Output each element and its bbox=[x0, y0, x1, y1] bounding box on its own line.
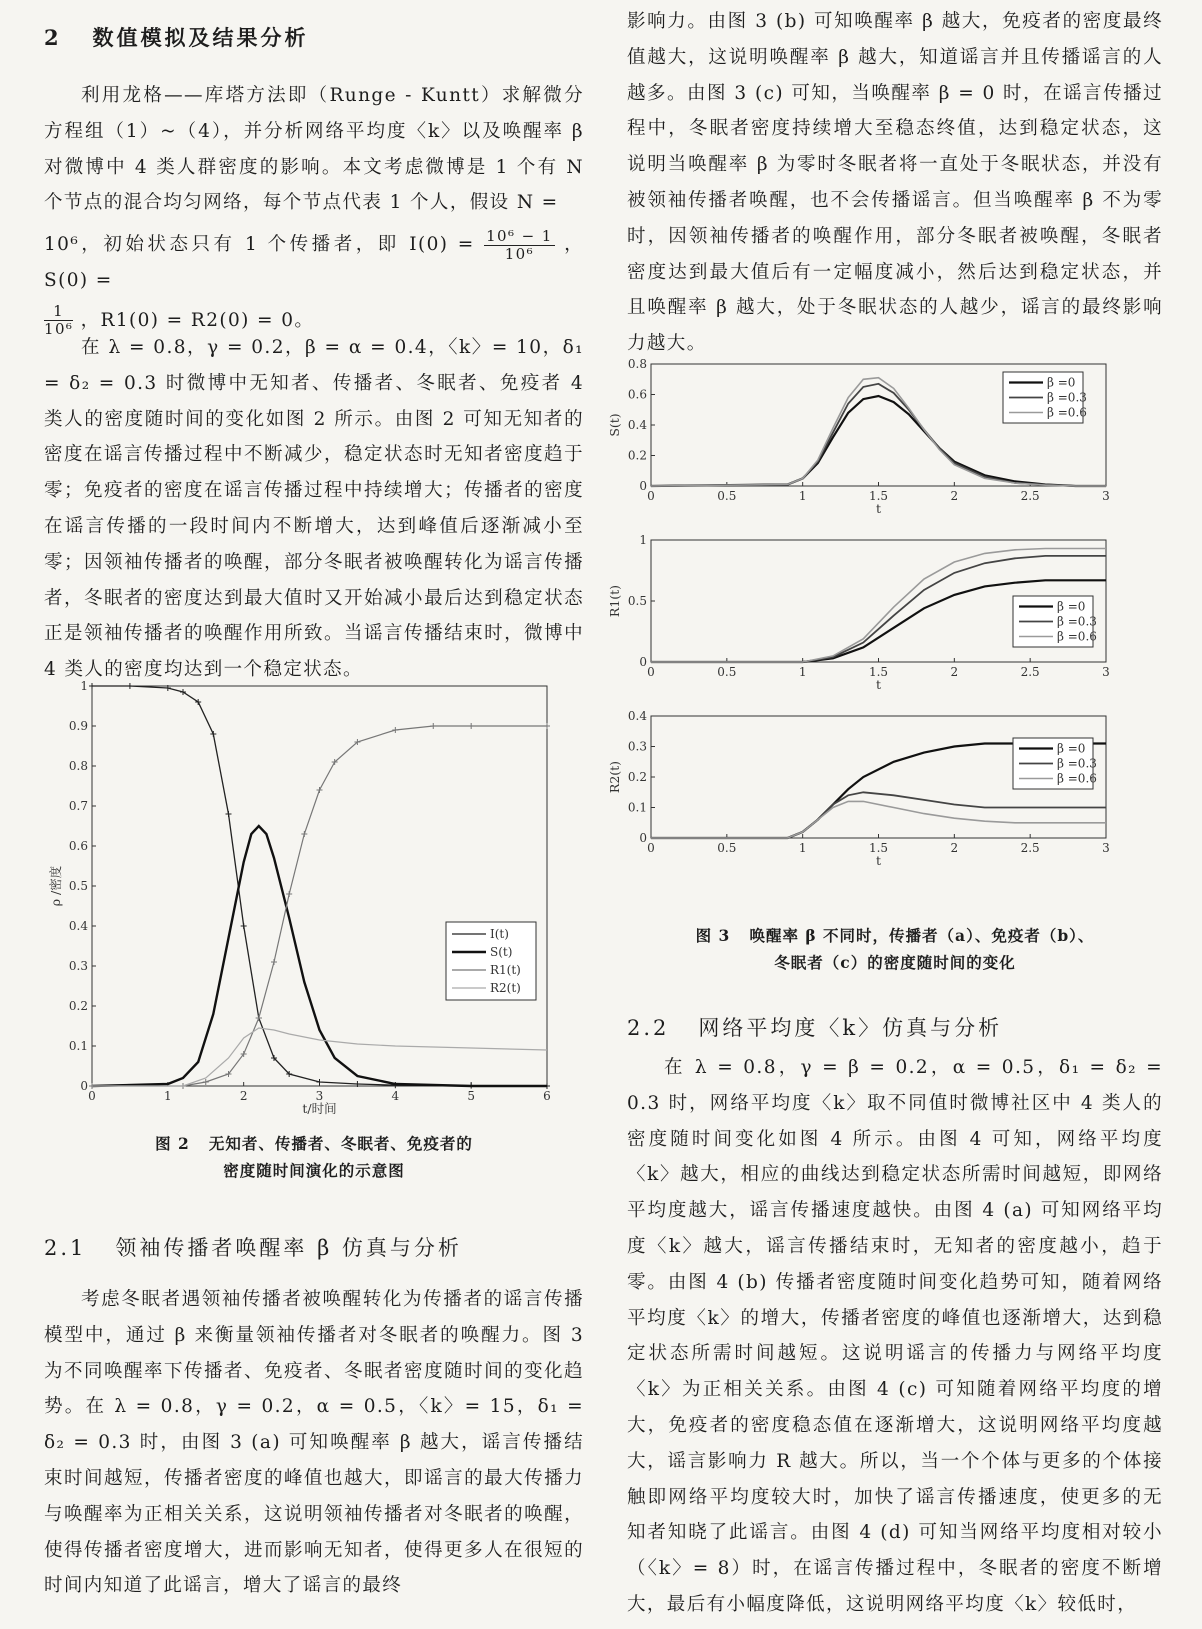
legend-entry: β =0.6 bbox=[1057, 629, 1097, 644]
subsection-2-2-title: 2.2 网络平均度〈k〉仿真与分析 bbox=[627, 1016, 1003, 1040]
x-tick-label: 3 bbox=[1102, 841, 1110, 855]
y-tick-label: 0.4 bbox=[627, 418, 647, 432]
figure-3b-chart bbox=[607, 533, 1163, 712]
series-marker bbox=[286, 891, 292, 897]
continued-paragraph: 影响力。由图 3 (b) 可知唤醒率 β 越大，免疫者的密度最终值越大，这说明唤醒率 β 越大，知道谣言并且传播谣言的人越多。由图 3 (c) 可知，当唤醒率 β = 0 时，在谣言传播过程中，冬眠者密度持续增大至稳态终值，达到稳定状态，这说明当唤醒率 β 为零时冬眠者将一直处于冬眠状态，并没有被领袖传播者唤醒，也不会传播谣言。但当唤醒率 β 不为零时，因领袖传播者的唤醒作用，部分冬眠者被唤醒，冬眠者密度达到最大值后有一定幅度减小，然后达到稳定状态，并且唤醒率 β 越大，处于冬眠状态的人越少，谣言的最终影响力越大。 bbox=[627, 11, 1163, 355]
x-tick-label: 2 bbox=[239, 1089, 248, 1103]
fraction-i0-numerator: 10⁶ − 1 bbox=[486, 226, 553, 245]
intro-paragraph bbox=[44, 78, 584, 339]
x-tick-label: 2.5 bbox=[1020, 489, 1040, 503]
series-marker bbox=[392, 727, 398, 733]
section-2-2-paragraph: 在 λ = 0.8，γ = β = 0.2，α = 0.5，δ₁ = δ₂ = 0.3 时，网络平均度〈k〉取不同值时微博社区中 4 类人的密度随时间变化如图 4 所示。由图 4 可知，网络平均度〈k〉越大，相应的曲线达到稳定状态所需时间越短，即网络平均度越大，谣言传播速度越快。由图 4 (a) 可知网络平均度〈k〉越大，谣言传播结束时，无知者的密度越小，趋于零。由图 4 (b) 传播者密度随时间变化趋势可知，随着网络平均度〈k〉的增大，传播者密度的峰值也逐渐增大，达到稳定状态所需时间越短。这说明谣言的传播力与网络平均度〈k〉为正相关关系。由图 4 (c) 可知随着网络平均度的增大，免疫者的密度稳态值在逐渐增大，这说明网络平均度越大，谣言影响力 R 越大。所以，当一个个体与更多的个体接触即网络平均度较大时，加快了谣言传播速度，使更多的无知者知晓了此谣言。由图 4 (d) 可知当网络平均度相对较小（〈k〉= 8）时，在谣言传播过程中，冬眠者的密度不断增大，最后有小幅度降低，这说明网络平均度〈k〉较低时， bbox=[627, 1057, 1163, 1615]
y-tick-label: 0.9 bbox=[68, 719, 88, 733]
y-tick-label: 0 bbox=[639, 479, 647, 493]
initial-condition-text: 10⁶，初始状态只有 1 个传播者，即 I(0) = bbox=[44, 234, 475, 256]
series-marker bbox=[468, 723, 474, 729]
legend-entry: β =0.6 bbox=[1047, 405, 1087, 420]
y-axis-label: R2(t) bbox=[607, 760, 622, 794]
series-marker bbox=[89, 683, 95, 689]
figure-3a-chart bbox=[607, 357, 1163, 536]
x-tick-label: 4 bbox=[391, 1089, 400, 1103]
x-tick-label: 0.5 bbox=[717, 665, 737, 679]
legend-entry: β =0 bbox=[1047, 375, 1076, 390]
y-tick-label: 0.2 bbox=[627, 448, 647, 463]
section-2-1-paragraph: 考虑冬眠者遇领袖传播者被唤醒转化为传播者的谣言传播模型中，通过 β 来衡量领袖传播者对冬眠者的唤醒力。图 3 为不同唤醒率下传播者、免疫者、冬眠者密度随时间的变化趋势。在 λ = 0.8，γ = 0.2，α = 0.5，〈k〉= 15，δ₁ = δ₂ = 0.3 时，由图 3 (a) 可知唤醒率 β 越大，谣言传播结束时间越短，传播者密度的峰值也越大，即谣言的最大传播力与唤醒率为正相关关系，这说明领袖传播者对冬眠者的唤醒，使得传播者密度增大，进而影响无知者，使得更多人在很短的时间内知道了此谣言，增大了谣言的最终 bbox=[44, 1289, 584, 1597]
series-marker bbox=[271, 959, 277, 965]
intro-text: 利用龙格——库塔方法即（Runge - Kuntt）求解微分方程组（1）~（4），并分析网络平均度〈k〉以及唤醒率 β 对微博中 4 类人群密度的影响。本文考虑微博是 1 个有 N 个节点的混合均匀网络，每个节点代表 1 个人，假设 N = bbox=[44, 85, 584, 214]
y-tick-label: 0.1 bbox=[68, 1039, 88, 1053]
legend-entry: S(t) bbox=[490, 945, 513, 959]
series-line bbox=[92, 1028, 547, 1086]
x-tick-label: 2 bbox=[950, 665, 959, 679]
fraction-s0-numerator: 1 bbox=[44, 303, 73, 321]
legend-entry: I(t) bbox=[490, 927, 509, 941]
x-tick-label: 0.5 bbox=[717, 489, 737, 503]
y-tick-label: 0.3 bbox=[68, 959, 88, 973]
y-tick-label: 0 bbox=[639, 655, 647, 669]
y-tick-label: 0 bbox=[639, 831, 647, 845]
y-axis-label: R1(t) bbox=[607, 584, 622, 618]
series-marker bbox=[317, 787, 323, 793]
series-marker bbox=[317, 1079, 323, 1085]
x-tick-label: 3 bbox=[315, 1089, 324, 1103]
x-tick-label: 0.5 bbox=[717, 841, 737, 855]
series-marker bbox=[127, 683, 133, 689]
x-axis-label: t bbox=[875, 853, 882, 868]
series-marker bbox=[241, 923, 247, 929]
figure-3-caption-line2: 冬眠者（c）的密度随时间的变化 bbox=[774, 953, 1016, 972]
x-axis-label: t bbox=[875, 501, 882, 516]
fraction-i0-denominator: 10⁶ bbox=[504, 244, 535, 263]
figure-2-caption bbox=[44, 1130, 584, 1184]
x-axis-label: t bbox=[875, 677, 882, 692]
x-tick-label: 1.5 bbox=[868, 489, 889, 503]
x-tick-label: 0 bbox=[88, 1089, 96, 1103]
figure2-description: 在 λ = 0.8，γ = 0.2，β = α = 0.4，〈k〉= 10，δ₁ = δ₂ = 0.3 时微博中无知者、传播者、冬眠者、免疫者 4 类人的密度随时间的变化如图 2 所示。由图 2 可知无知者的密度在谣言传播过程中不断减少，稳定状态时无知者密度趋于零；免疫者的密度在谣言传播过程中持续增大；传播者的密度在谣言传播的一段时间内不断增大，达到峰值后逐渐减小至零；因领袖传播者的唤醒，部分冬眠者被唤醒转化为谣言传播者，冬眠者的密度达到最大值时又开始减小最后达到稳定状态正是领袖传播者的唤醒作用所致。当谣言传播结束时，微博中 4 类人的密度均达到一个稳定状态。 bbox=[44, 337, 584, 681]
fraction-i0 bbox=[484, 228, 555, 263]
r-initial-text: ，R1(0) = R2(0) = 0。 bbox=[80, 309, 315, 331]
y-tick-label: 0.5 bbox=[68, 879, 88, 893]
figure-2-chart bbox=[44, 672, 584, 1142]
y-tick-label: 0.1 bbox=[627, 800, 647, 815]
y-axis-label: ρ /密度 bbox=[48, 865, 63, 907]
series-line bbox=[651, 792, 1106, 838]
y-tick-label: 1 bbox=[639, 533, 647, 547]
y-tick-label: 0.8 bbox=[68, 759, 88, 773]
y-tick-label: 0.4 bbox=[627, 709, 647, 723]
x-tick-label: 1 bbox=[798, 841, 807, 855]
x-tick-label: 2 bbox=[950, 841, 959, 855]
legend-entry: β =0.3 bbox=[1057, 614, 1097, 629]
figure-3-caption-line1: 图 3 唤醒率 β 不同时，传播者（a）、免疫者（b）、 bbox=[695, 926, 1095, 945]
legend-entry: β =0 bbox=[1057, 599, 1086, 614]
y-tick-label: 0.3 bbox=[627, 739, 647, 754]
figure-3c-chart bbox=[607, 709, 1163, 888]
legend-entry: R2(t) bbox=[490, 981, 521, 995]
x-tick-label: 0 bbox=[647, 841, 655, 855]
y-tick-label: 0.6 bbox=[627, 387, 647, 402]
x-tick-label: 5 bbox=[467, 1089, 475, 1103]
fraction-s0-denominator: 10⁶ bbox=[44, 320, 74, 339]
y-tick-label: 0.7 bbox=[68, 799, 88, 813]
x-tick-label: 1.5 bbox=[868, 665, 889, 679]
series-marker bbox=[430, 723, 436, 729]
y-tick-label: 0.2 bbox=[68, 999, 88, 1013]
figure-2-caption-line2: 密度随时间演化的示意图 bbox=[223, 1161, 405, 1180]
y-tick-label: 0.5 bbox=[627, 594, 647, 608]
subsection-2-1-title: 2.1 领袖传播者唤醒率 β 仿真与分析 bbox=[44, 1236, 462, 1260]
x-tick-label: 1 bbox=[798, 489, 807, 503]
legend-entry: β =0.3 bbox=[1047, 390, 1087, 405]
legend-entry: β =0.6 bbox=[1057, 771, 1097, 786]
series-marker bbox=[544, 723, 550, 729]
x-tick-label: 1.5 bbox=[868, 841, 889, 855]
series-marker bbox=[301, 831, 307, 837]
series-marker bbox=[226, 811, 232, 817]
series-line bbox=[92, 686, 547, 1086]
plot-frame bbox=[92, 686, 547, 1086]
series-marker bbox=[203, 1079, 209, 1085]
series-marker bbox=[210, 731, 216, 737]
figure-3-caption bbox=[627, 922, 1163, 976]
x-tick-label: 3 bbox=[1102, 665, 1110, 679]
x-tick-label: 0 bbox=[647, 489, 655, 503]
y-tick-label: 0.8 bbox=[627, 357, 647, 371]
x-tick-label: 2.5 bbox=[1020, 665, 1040, 679]
x-tick-label: 2.5 bbox=[1020, 841, 1040, 855]
y-tick-label: 0.2 bbox=[627, 770, 647, 784]
x-tick-label: 1 bbox=[798, 665, 807, 679]
x-axis-label: t/时间 bbox=[302, 1101, 337, 1116]
legend-entry: R1(t) bbox=[490, 963, 521, 977]
figure-2-caption-line1: 图 2 无知者、传播者、冬眠者、免疫者的 bbox=[155, 1134, 473, 1153]
x-tick-label: 6 bbox=[543, 1089, 551, 1103]
y-tick-label: 1 bbox=[80, 679, 88, 693]
initial-condition-line bbox=[44, 227, 584, 299]
y-tick-label: 0 bbox=[80, 1079, 88, 1093]
x-tick-label: 1 bbox=[164, 1089, 172, 1103]
y-tick-label: 0.4 bbox=[68, 919, 88, 933]
x-tick-label: 2 bbox=[950, 489, 959, 503]
s0-text: ，S(0) = bbox=[44, 234, 584, 291]
section-title: 2 数值模拟及结果分析 bbox=[44, 25, 309, 50]
y-axis-label: S(t) bbox=[607, 413, 622, 437]
y-tick-label: 0.6 bbox=[68, 839, 88, 853]
legend-entry: β =0.3 bbox=[1057, 756, 1097, 771]
x-tick-label: 3 bbox=[1102, 489, 1110, 503]
series-marker bbox=[256, 1015, 262, 1021]
x-tick-label: 0 bbox=[647, 665, 655, 679]
legend-entry: β =0 bbox=[1057, 741, 1086, 756]
